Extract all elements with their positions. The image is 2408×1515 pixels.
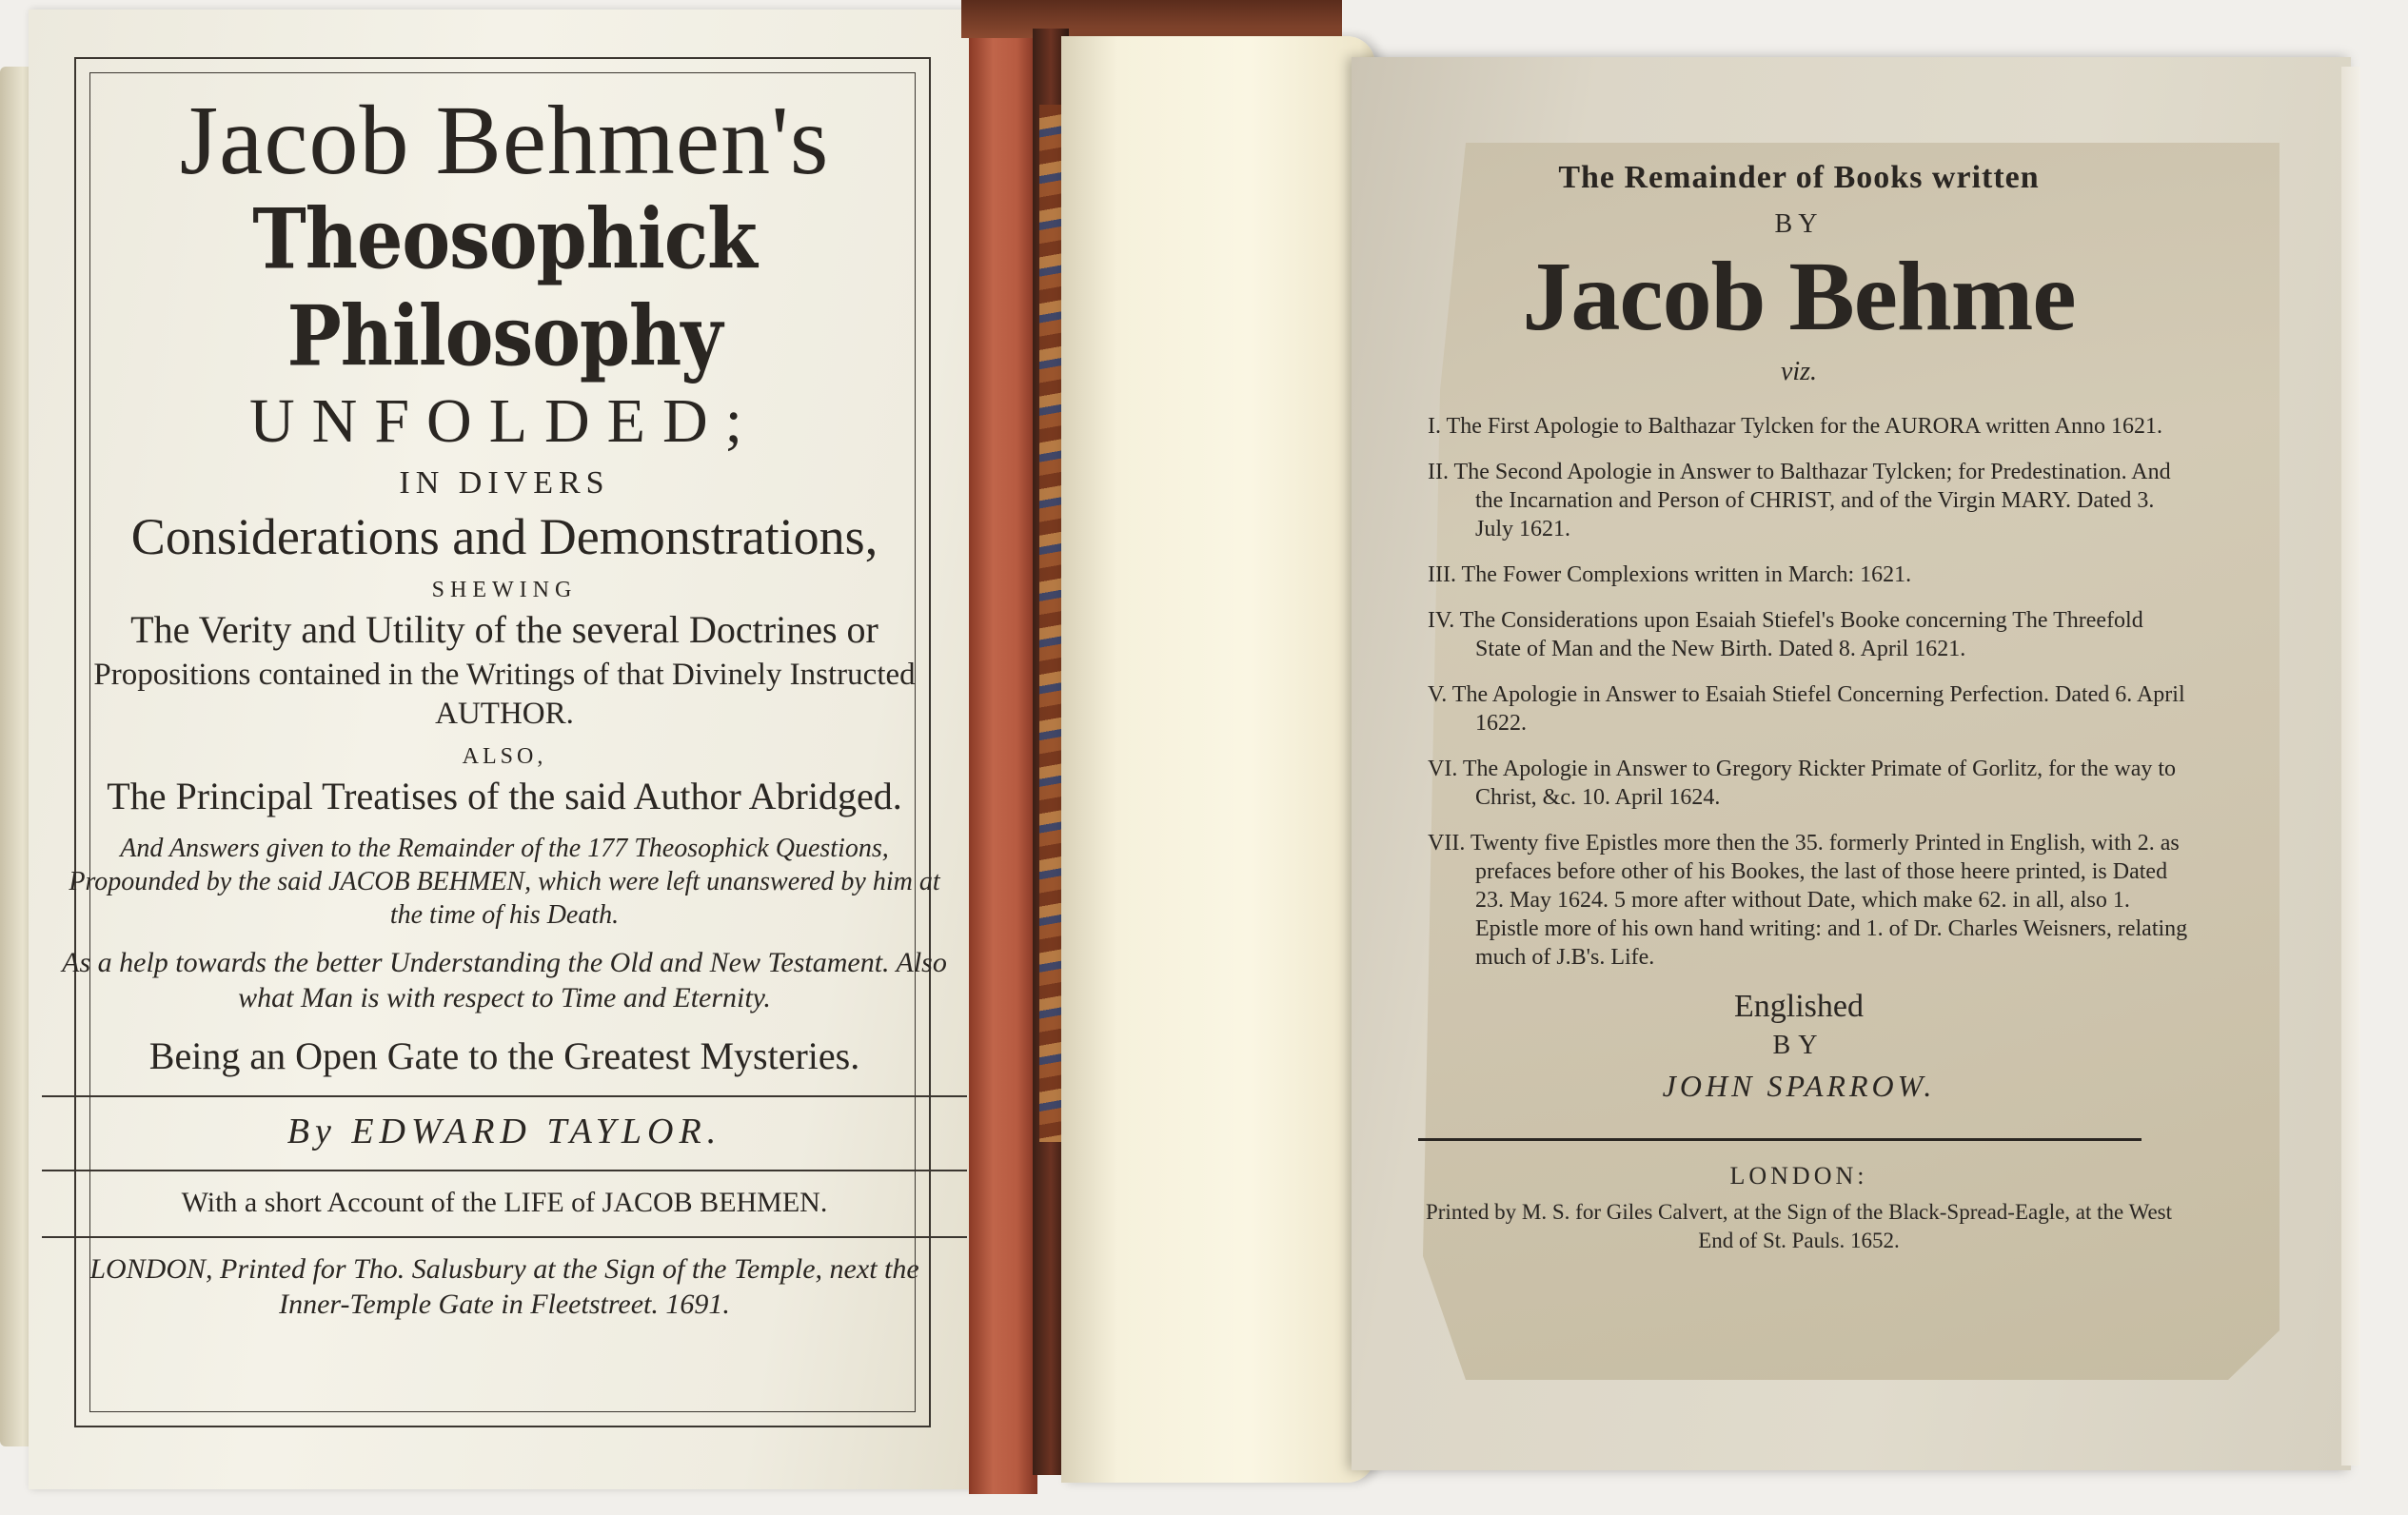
right-title-text bbox=[1409, 160, 2189, 1255]
left-title-line: UNFOLDED; bbox=[249, 386, 760, 456]
left-title-page bbox=[29, 10, 980, 1489]
left-title-line: The Verity and Utility of the several Doctrines or bbox=[130, 608, 878, 651]
blank-flyleaf bbox=[1061, 36, 1375, 1483]
left-divider bbox=[42, 1095, 967, 1097]
spine-headcap bbox=[961, 0, 1342, 38]
list-item: III. The Fower Complexions written in March: 1621. bbox=[1428, 562, 1912, 587]
right-imprint-city: LONDON: bbox=[1729, 1162, 1868, 1190]
left-title-line: The Principal Treatises of the said Author Abridged. bbox=[107, 774, 902, 817]
right-by-2: BY bbox=[1772, 1031, 1826, 1060]
left-author-line: By EDWARD TAYLOR. bbox=[286, 1111, 722, 1151]
left-divider bbox=[42, 1236, 967, 1238]
list-item: II. The Second Apologie in Answer to Balthazar Tylcken; for Predestination. And the Incarnation and Person of CHRIST, and of the Virgin MARY. Dated 3. July 1621. bbox=[1428, 460, 2171, 541]
left-title-line: As a help towards the better Understanding the Old and New Testament. Also what Man is with respect to Time and Eternity. bbox=[62, 946, 947, 1013]
right-by: BY bbox=[1774, 209, 1824, 239]
marbled-endpaper bbox=[1039, 105, 1062, 1142]
right-header: The Remainder of Books written bbox=[1558, 160, 2040, 195]
right-book-fore-edge bbox=[2341, 67, 2360, 1466]
list-item: V. The Apologie in Answer to Esaiah Stiefel Concerning Perfection. Dated 6. April 1622. bbox=[1428, 682, 2185, 736]
left-divider bbox=[42, 1170, 967, 1171]
right-divider bbox=[1418, 1138, 2142, 1141]
left-title-line: Being an Open Gate to the Greatest Mysteries. bbox=[148, 1033, 860, 1077]
right-viz: viz. bbox=[1780, 357, 1818, 386]
left-title-text bbox=[57, 67, 952, 1323]
right-translator: JOHN SPARROW. bbox=[1662, 1069, 1936, 1103]
list-item: IV. The Considerations upon Esaiah Stiefel's Booke concerning The Threefold State of Man and the New Birth. Dated 8. April 1621. bbox=[1428, 608, 2143, 661]
left-title-line: IN DIVERS bbox=[399, 465, 610, 501]
left-title-line: Considerations and Demonstrations, bbox=[130, 508, 878, 565]
left-imprint: LONDON, Printed for Tho. Salusbury at the Sign of the Temple, next the Inner-Temple Gate in Fleetstreet. 1691. bbox=[89, 1252, 919, 1320]
left-title-line: Propositions contained in the Writings of that Divinely Instructed AUTHOR. bbox=[93, 658, 916, 732]
left-title-line: ALSO, bbox=[462, 743, 547, 769]
left-title-line: SHEWING bbox=[431, 578, 578, 602]
list-item: VII. Twenty five Epistles more then the 35. formerly Printed in English, with 2. as prefaces before other of his Bookes, the last of those heere printed, is Dated 23. May 1624. 5 more after without Date, which make 62. in all, also 1. Epistle more of his own hand writing: and 1. of Dr. Charles Weisners, relating much of J.B's. Life. bbox=[1428, 831, 2188, 970]
left-title-line: And Answers given to the Remainder of the 177 Theosophick Questions, Propounded by the said JACOB BEHMEN, which were left unanswered by him at the time of his Death. bbox=[69, 833, 940, 930]
list-item: VI. The Apologie in Answer to Gregory Rickter Primate of Gorlitz, for the way to Christ, &c. 10. April 1624. bbox=[1428, 757, 2177, 810]
right-author: Jacob Behme bbox=[1522, 242, 2076, 351]
left-title-line: Theosophick Philosophy bbox=[252, 189, 757, 385]
right-englished: Englished bbox=[1734, 989, 1864, 1024]
left-title-line: With a short Account of the LIFE of JACOB BEHMEN. bbox=[181, 1186, 828, 1218]
red-page-edge bbox=[969, 38, 1037, 1494]
right-imprint: Printed by M. S. for Giles Calvert, at the Sign of the Black-Spread-Eagle, at the West End of St. Pauls. 1652. bbox=[1425, 1200, 2173, 1252]
list-item: I. The First Apologie to Balthazar Tylcken for the AURORA written Anno 1621. bbox=[1428, 414, 2163, 439]
right-contents-list bbox=[1428, 412, 2189, 972]
left-title-line: Jacob Behmen's bbox=[179, 86, 830, 195]
